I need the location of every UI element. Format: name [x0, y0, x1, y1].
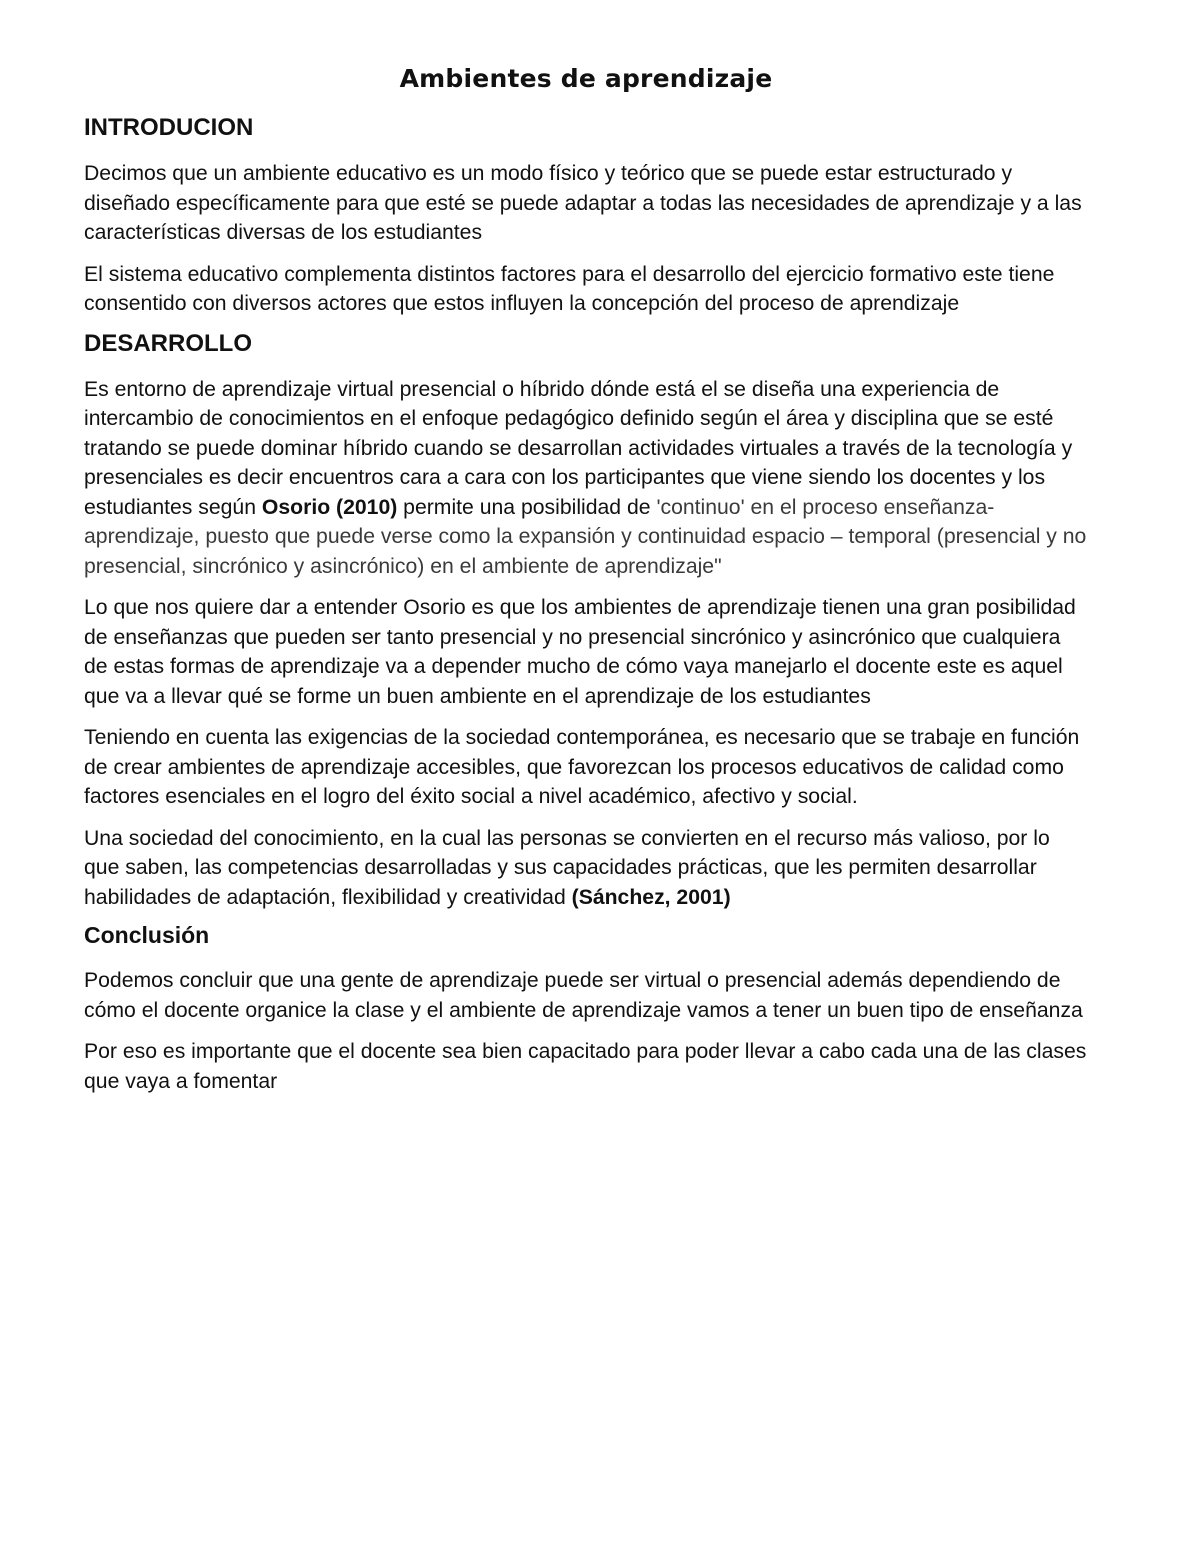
citation-osorio: Osorio (2010)	[261, 495, 398, 519]
section-heading-introduction: INTRODUCION	[84, 114, 254, 141]
development-paragraph-1-continuation: permite una posibilidad de	[397, 495, 651, 519]
conclusion-paragraph-1: Podemos concluir que una gente de aprendizaje puede ser virtual o presencial además dependiendo de cómo el docente organice la clase y el ambiente de aprendizaje vamos a tener un buen tipo de enseñanza	[84, 969, 1083, 1022]
osorio-quote: 'continuo' en el proceso enseñanza-aprendizaje, puesto que puede verse como la expansión y continuidad espacio – temporal (presencial y no presencial, sincrónico y asincrónico) en el ambiente de aprendizaje"	[84, 495, 1087, 578]
citation-sanchez: (Sánchez, 2001)	[571, 885, 731, 909]
section-heading-conclusion: Conclusión	[84, 922, 210, 948]
conclusion-paragraph-2: Por eso es importante que el docente sea bien capacitado para poder llevar a cabo cada una de las clases que vaya a fomentar	[84, 1040, 1087, 1093]
intro-paragraph-2: El sistema educativo complementa distintos factores para el desarrollo del ejercicio formativo este tiene consentido con diversos actores que estos influyen la concepción del proceso de aprendizaje	[84, 262, 1055, 315]
section-heading-development: DESARROLLO	[84, 329, 252, 357]
development-paragraph-1	[84, 375, 1088, 582]
development-paragraph-4-text: Una sociedad del conocimiento, en la cual las personas se convierten en el recurso más valioso, por lo que saben, las competencias desarrolladas y sus capacidades prácticas, que les permiten desarrollar habilidades de adaptación, flexibilidad y creatividad	[84, 826, 1050, 909]
development-paragraph-1-text: Es entorno de aprendizaje virtual presencial o híbrido dónde está el se diseña una experiencia de intercambio de conocimientos en el enfoque pedagógico definido según el área y disciplina que se esté tratando se puede dominar híbrido cuando se desarrollan actividades virtuales a través de la tecnología y presenciales es decir encuentros cara a cara con los participantes que viene siendo los docentes y los estudiantes según	[84, 377, 1073, 519]
development-paragraph-2: Lo que nos quiere dar a entender Osorio es que los ambientes de aprendizaje tienen una gran posibilidad de enseñanzas que pueden ser tanto presencial y no presencial sincrónico y asincrónico que cualquiera de estas formas de aprendizaje va a depender mucho de cómo vaya manejarlo el docente este es aquel que va a llevar qué se forme un buen ambiente en el aprendizaje de los estudiantes	[84, 596, 1076, 708]
document-title: Ambientes de aprendizaje	[399, 64, 773, 93]
development-paragraph-3: Teniendo en cuenta las exigencias de la sociedad contemporánea, es necesario que se trabaje en función de crear ambientes de aprendizaje accesibles, que favorezcan los procesos educativos de calidad como factores esenciales en el logro del éxito social a nivel académico, afectivo y social.	[84, 726, 1080, 808]
development-paragraph-4	[84, 824, 1088, 913]
intro-paragraph-1: Decimos que un ambiente educativo es un modo físico y teórico que se puede estar estructurado y diseñado específicamente para que esté se puede adaptar a todas las necesidades de aprendizaje y a las características diversas de los estudiantes	[84, 162, 1082, 244]
